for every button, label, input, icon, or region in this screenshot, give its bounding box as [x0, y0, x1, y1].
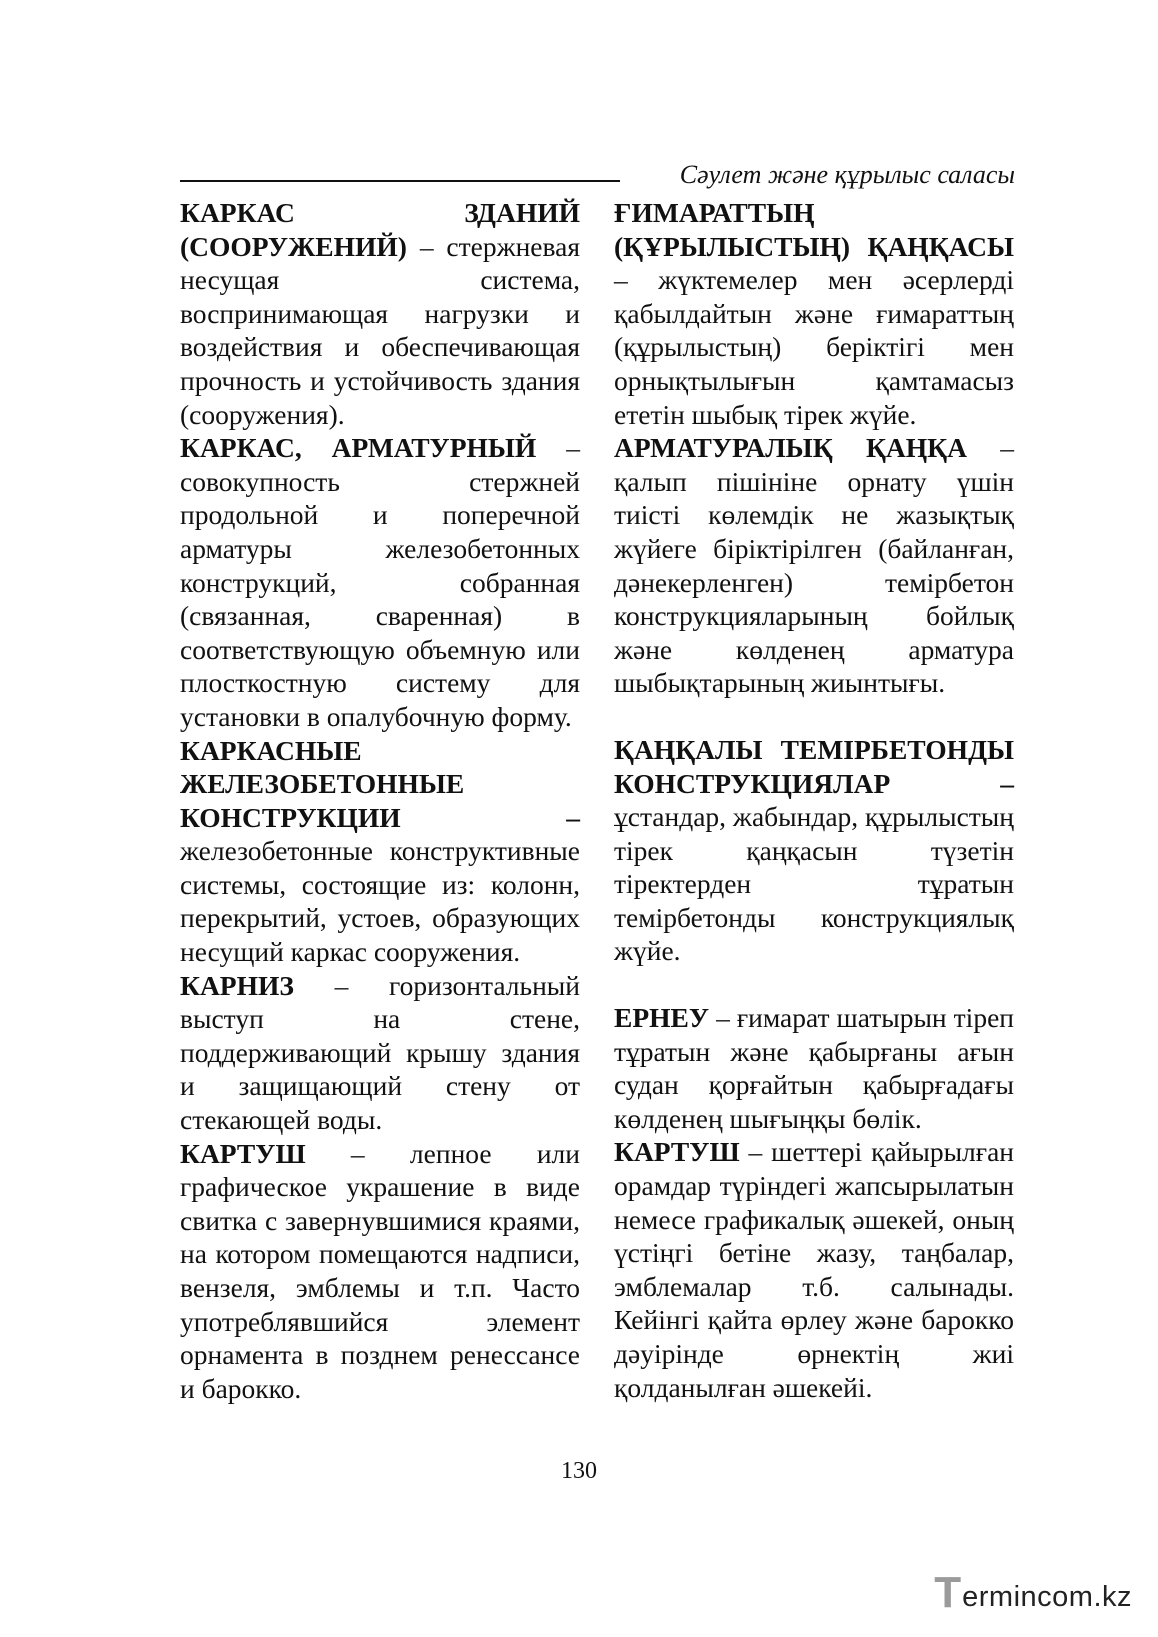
entry-definition: – совокупность стержней продольной и поперечной арматуры железобетонных конструкций, собранная (связанная, сваренная) в соответствующую объемную или плосткостную систему для установки в опалубочную форму. — [180, 432, 580, 732]
entry-armaturalyq-qanqa — [614, 431, 1014, 700]
entry-definition: – шеттері қайырылған орамдар түріндегі жапсырылатын немесе графикалық әшекей, оның үстіңгі бетіне жазу, таңбалар, эмблемалар т.б. салынады. Кейінгі қайта өрлеу және барокко дәуірінде өрнектің жиі қолданылған әшекейі. — [614, 1136, 1014, 1403]
watermark-text: ermincom.kz — [962, 1581, 1132, 1613]
entry-definition: ұстандар, жабындар, құрылыстың тірек қаңқасын түзетін тіректерден тұратын темірбетонды конструкциялық жүйе. — [614, 801, 1014, 967]
running-header — [180, 160, 1015, 192]
entry-term: КАРНИЗ — [180, 969, 294, 1001]
entry-term: КАРКАС ЗДАНИЙ (СООРУЖЕНИЙ) — [180, 197, 580, 262]
entry-term: ҒИМАРАТТЫҢ (ҚҰРЫЛЫСТЫҢ) ҚАҢҚАСЫ — [614, 197, 1014, 262]
header-title: Сәулет және құрылыс саласы — [679, 160, 1015, 189]
entry-definition: – жүктемелер мен әсерлерді қабылдайтын және ғимараттың (құрылыстың) беріктігі мен орнықтылығын қамтамасыз ететін шыбық тірек жүйе. — [614, 264, 1014, 430]
header-rule — [180, 180, 620, 182]
watermark-first-letter: T — [934, 1568, 962, 1617]
entry-term: КАРТУШ — [180, 1137, 306, 1169]
entry-definition: – горизонтальный выступ на стене, поддерживающий крышу здания и защищающий стену от стекающей воды. — [180, 969, 580, 1136]
entry-karkas-zdaniy — [180, 196, 580, 431]
entry-karkasnye-zhb-konstrukcii — [180, 734, 580, 969]
entry-definition: – стержневая несущая система, воспринимающая нагрузки и воздействия и обеспечивающая прочность и устойчивость здания (сооружения). — [180, 230, 580, 430]
entry-definition: железобетонные конструктивные системы, состоящие из: колонн, перекрытий, устоев, образующих несущий каркас сооружения. — [180, 835, 580, 968]
entry-term: КАРКАС, АРМАТУРНЫЙ — [180, 432, 537, 464]
entry-definition: – ғимарат шатырын тіреп тұратын және қабырғаны ағын судан қорғайтын қабырғадағы көлденең шығыңқы бөлік. — [614, 1002, 1014, 1134]
entry-term: КАРТУШ — [614, 1136, 740, 1168]
watermark-logo — [934, 1568, 1132, 1617]
entry-kartush-ru — [180, 1137, 580, 1406]
entry-term: АРМАТУРАЛЫҚ ҚАҢҚА — [614, 432, 967, 464]
entry-term: ҚАҢҚАЛЫ ТЕМІРБЕТОНДЫ КОНСТРУКЦИЯЛАР – — [614, 733, 1014, 799]
entry-kartush-kz — [614, 1135, 1014, 1404]
entry-gimarattyn-qanqasy — [614, 196, 1014, 431]
entry-karniz — [180, 969, 580, 1137]
entry-term: КАРКАСНЫЕ ЖЕЛЕЗОБЕТОННЫЕ КОНСТРУКЦИИ – — [180, 734, 580, 833]
entry-qanqaly-temirbeton — [614, 733, 1014, 968]
entry-definition: – лепное или графическое украшение в виде свитка с завернувшимися краями, на котором помещаются надписи, вензеля, эмблемы и т.п. Часто употреблявшийся элемент орнамента в позднем ренессансе и барокко. — [180, 1137, 580, 1404]
entry-term: ЕРНЕУ — [614, 1002, 710, 1034]
page-number: 130 — [561, 1458, 597, 1484]
right-column-kazakh — [614, 196, 1014, 1404]
entry-karkas-armaturnyy — [180, 431, 580, 733]
entry-definition: – қалып пішініне орнату үшін тиісті көлемдік не жазықтық жүйеге біріктірілген (байланған, дәнекерленген) темірбетон конструкцияларының бойлық және көлденең арматура шыбықтарының жиынтығы. — [614, 432, 1014, 699]
entry-erneu — [614, 1001, 1014, 1135]
left-column-russian — [180, 196, 580, 1405]
